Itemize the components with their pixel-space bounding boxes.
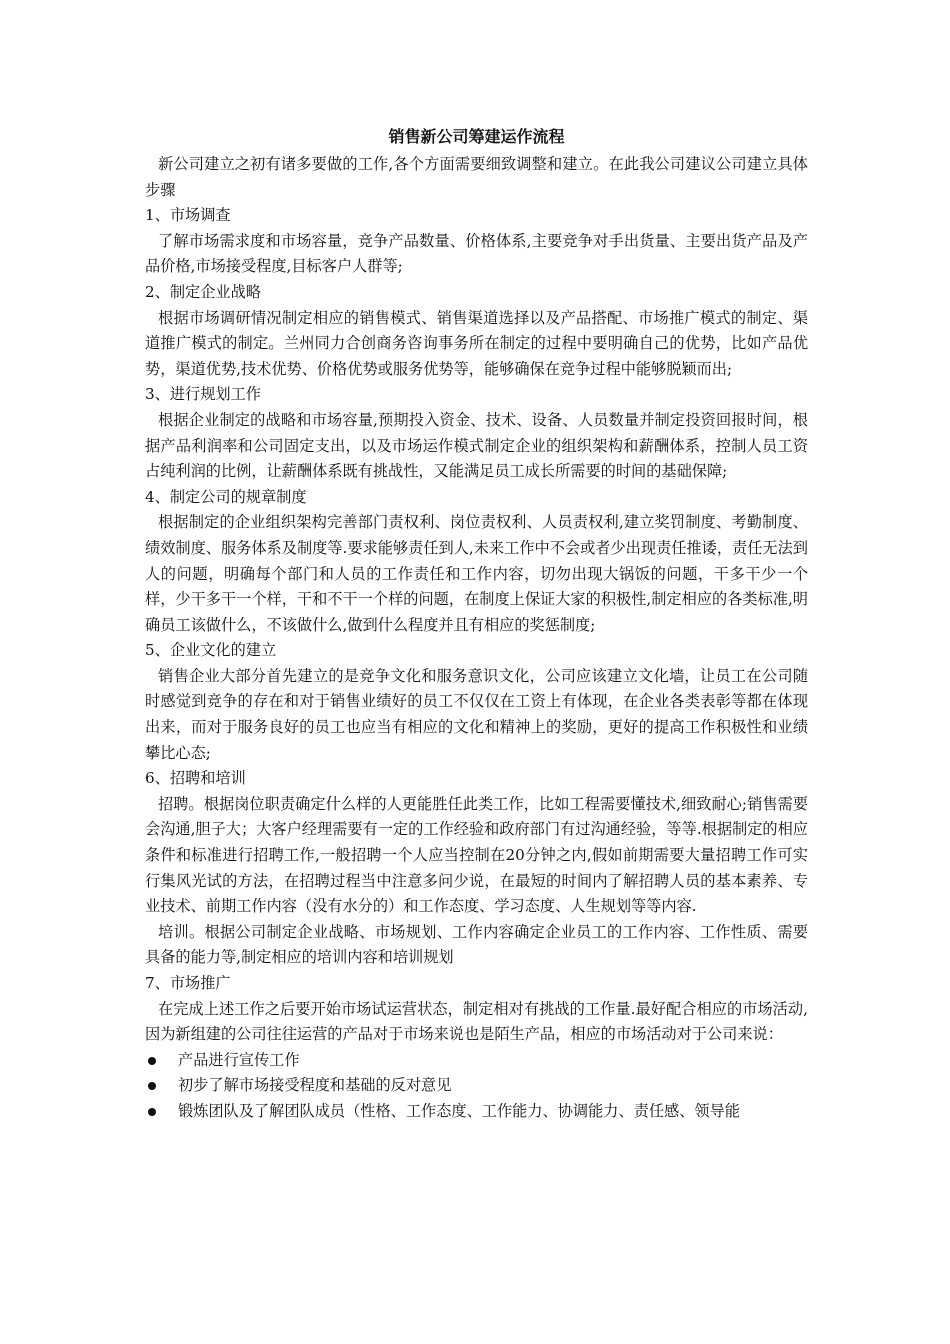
bullet-list bbox=[145, 1048, 808, 1125]
list-item bbox=[145, 1048, 808, 1074]
section-heading-culture: 5、企业文化的建立 bbox=[145, 641, 277, 660]
section-heading-regulations: 4、制定公司的规章制度 bbox=[145, 487, 307, 506]
section-heading-promotion: 7、市场推广 bbox=[145, 974, 231, 992]
document-title: 销售新公司筹建运作流程 bbox=[388, 127, 565, 146]
section-heading-strategy: 2、制定企业战略 bbox=[145, 282, 261, 301]
section-paragraph: 根据企业制定的战略和市场容量,预期投入资金、技术、设备、人员数量并制定投资回报时间，根据产品利润率和公司固定支出，以及市场运作模式制定企业的组织架构和薪酬体系，控制人员工资占纯利润的比例，让薪酬体系既有挑战性，又能满足员工成长所需要的时间的基础保障; bbox=[145, 410, 808, 481]
list-item-text: 初步了解市场接受程度和基础的反对意见 bbox=[178, 1076, 452, 1095]
section-heading-planning: 3、进行规划工作 bbox=[145, 385, 261, 404]
list-item bbox=[145, 1073, 808, 1099]
section-heading-recruitment: 6、招聘和培训 bbox=[145, 769, 246, 788]
section-paragraph: 招聘。根据岗位职责确定什么样的人更能胜任此类工作，比如工程需要懂技术,细致耐心;销售需要会沟通,胆子大；大客户经理需要有一定的工作经验和政府部门有过沟通经验，等等.根据制定的相应条件和标准进行招聘工作,一般招聘一个人应当控制在20分钟之内,假如前期需要大量招聘工作可实行集风光试的方法，在招聘过程当中注意多问少说，在最短的时间内了解招聘人员的基本素养、专业技术、前期工作内容（没有水分的）和工作态度、学习态度、人生规划等等内容. bbox=[145, 794, 808, 916]
intro-paragraph: 新公司建立之初有诸多要做的工作,各个方面需要细致调整和建立。在此我公司建议公司建立具体步骤 bbox=[145, 155, 808, 199]
bullet-icon bbox=[148, 1057, 156, 1065]
list-item-text: 锻炼团队及了解团队成员（性格、工作态度、工作能力、协调能力、责任感、领导能 bbox=[178, 1101, 740, 1120]
section-paragraph: 了解市场需求度和市场容量，竞争产品数量、价格体系,主要竞争对手出货量、主要出货产品及产品价格,市场接受程度,目标客户人群等; bbox=[145, 231, 808, 276]
bullet-icon bbox=[148, 1108, 156, 1116]
document-page bbox=[145, 122, 808, 1125]
section-paragraph: 销售企业大部分首先建立的是竞争文化和服务意识文化，公司应该建立文化墙，让员工在公司随时感觉到竞争的存在和对于销售业绩好的员工不仅仅在工资上有体现，在企业各类表彰等都在体现出来，而对于服务良好的员工也应当有相应的文化和精神上的奖励，更好的提高工作积极性和业绩攀比心态; bbox=[145, 666, 808, 762]
bullet-icon bbox=[148, 1082, 156, 1090]
list-item-text: 产品进行宣传工作 bbox=[178, 1050, 300, 1069]
list-item bbox=[145, 1099, 808, 1125]
section-paragraph: 根据制定的企业组织架构完善部门责权利、岗位责权利、人员责权利,建立奖罚制度、考勤制度、绩效制度、服务体系及制度等.要求能够责任到人,未来工作中不会或者少出现责任推诿，责任无法到人的问题，明确每个部门和人员的工作责任和工作内容，切勿出现大锅饭的问题，干多干少一个样，少干多干一个样，干和不干一个样的问题，在制度上保证大家的积极性,制定相应的各类标准,明确员工该做什么，不该做什么,做到什么程度并且有相应的奖惩制度; bbox=[145, 513, 808, 634]
section-paragraph: 培训。根据公司制定企业战略、市场规划、工作内容确定企业员工的工作内容、工作性质、需要具备的能力等,制定相应的培训内容和培训规划 bbox=[145, 922, 808, 967]
section-heading-market-research: 1、市场调查 bbox=[145, 206, 231, 225]
section-paragraph: 在完成上述工作之后要开始市场试运营状态，制定相对有挑战的工作量.最好配合相应的市场活动,因为新组建的公司往往运营的产品对于市场来说也是陌生产品，相应的市场活动对于公司来说： bbox=[145, 999, 808, 1044]
section-paragraph: 根据市场调研情况制定相应的销售模式、销售渠道选择以及产品搭配、市场推广模式的制定、渠道推广模式的制定。兰州同力合创商务咨询事务所在制定的过程中要明确自己的优势，比如产品优势，渠道优势,技术优势、价格优势或服务优势等，能够确保在竞争过程中能够脱颖而出; bbox=[145, 308, 808, 378]
